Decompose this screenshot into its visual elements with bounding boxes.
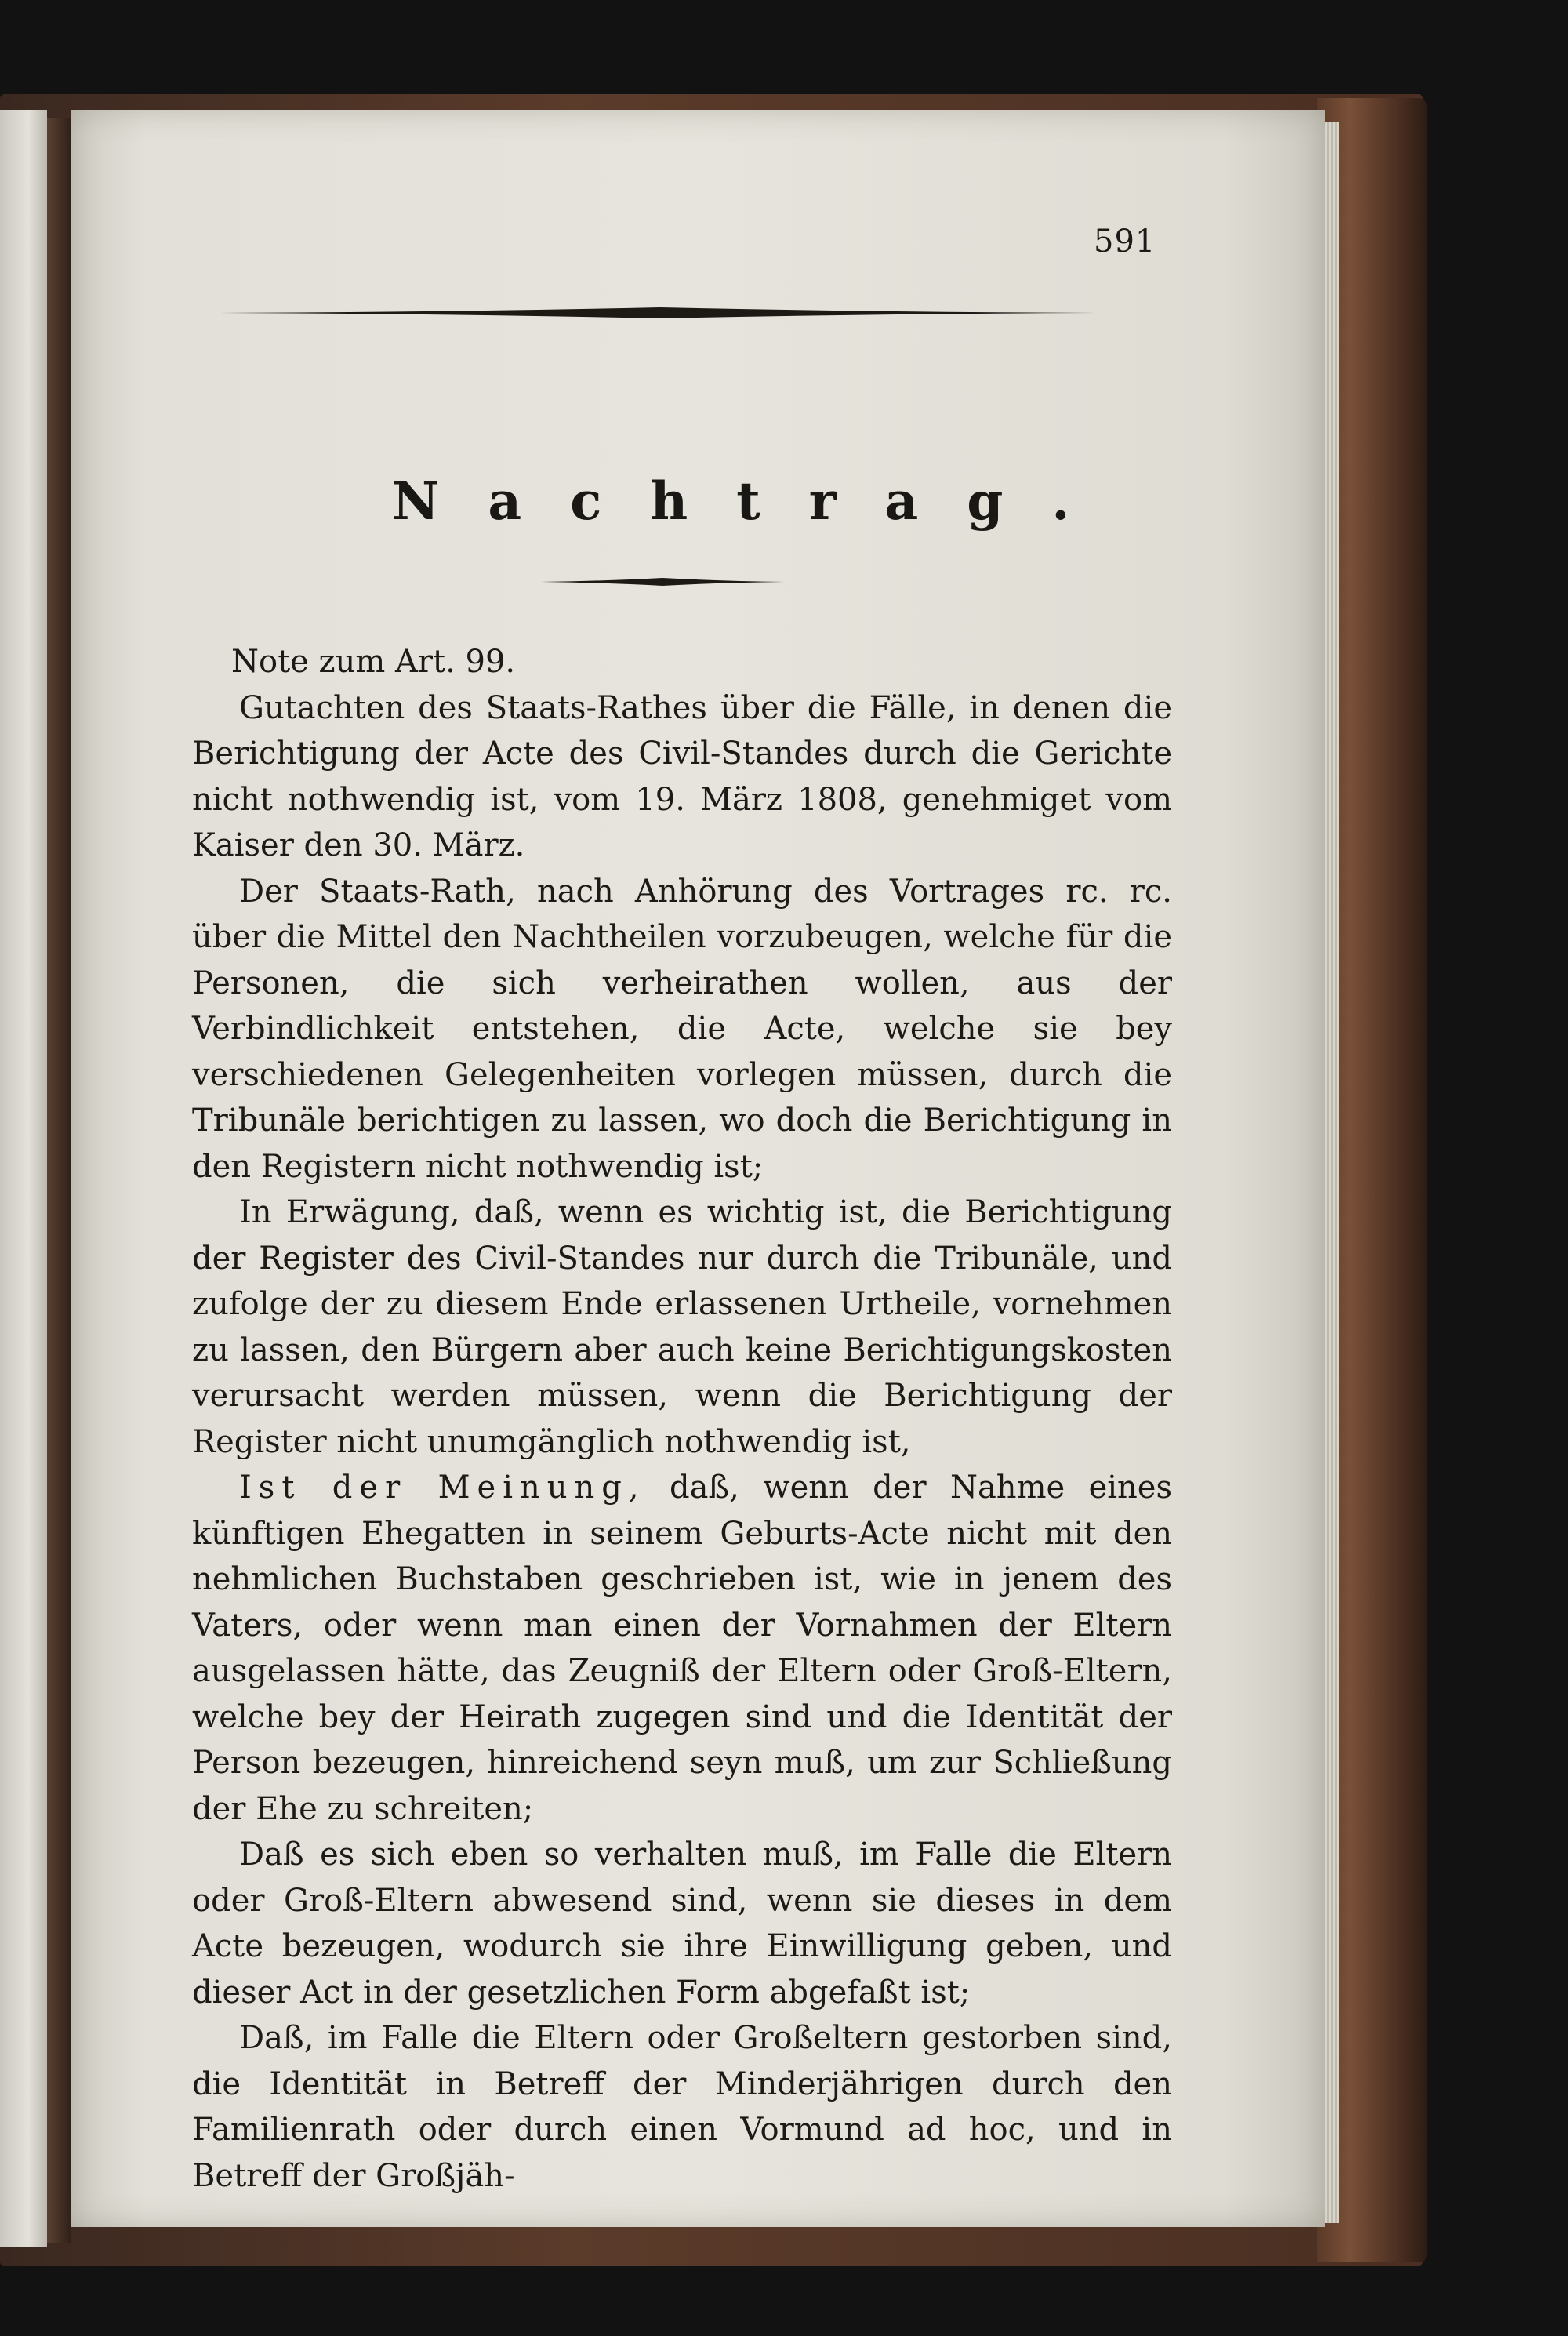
paragraph-abwesend: Daß es sich eben so verhalten muß, im Falle die Eltern oder Groß-Eltern abwesend sind, wenn sie dieses in dem Acte bezeugen, wodurch sie ihre Einwilligung geben, und dieser Act in der gesetzlichen Form abgefaßt ist; — [192, 1836, 1172, 2011]
page-stack-edge — [1325, 122, 1339, 2223]
section-heading: Nachtrag. — [392, 470, 1119, 532]
paragraph-meinung — [192, 1465, 1172, 1832]
heading-underline-rule — [541, 576, 784, 587]
book-gutter — [47, 118, 71, 2243]
meinung-lead: Ist der Meinung, — [239, 1470, 646, 1506]
paragraph-gestorben: Daß, im Falle die Eltern oder Großeltern gestorben sind, die Identität in Betreff der Minderjährigen durch den Familienrath oder durch einen Vormund ad hoc, und in Betreff der Großjäh- — [192, 2020, 1172, 2194]
page-body — [192, 639, 1172, 2199]
paragraph-erwaegung: In Erwägung, daß, wenn es wichtig ist, die Berichtigung der Register des Civil-Standes nur durch die Tribunäle, und zufolge der zu diesem Ende erlassenen Urtheile, vornehmen zu lassen, den Bürgern aber auch keine Berichtigungskosten verursacht werden müssen, wenn die Berichtigung der Register nicht unumgänglich nothwendig ist, — [192, 1194, 1172, 1460]
page-number: 591 — [1094, 223, 1156, 260]
top-ornamental-rule — [220, 306, 1102, 320]
note-heading: Note zum Art. 99. — [231, 644, 516, 680]
meinung-text: daß, wenn der Nahme eines künftigen Ehegatten in seinem Geburts-Acte nicht mit den nehmlichen Buchstaben geschrieben ist, wie in jenem des Vaters, oder wenn man einen der Vornahmen der Eltern ausgelassen hätte, das Zeugniß der Eltern oder Groß-Eltern, welche bey der Heirath zugegen sind und die Identität der Person bezeugen, hinreichend seyn muß, um zur Schließung der Ehe zu schreiten; — [192, 1470, 1172, 1827]
facing-page-edge — [0, 110, 47, 2247]
paragraph-opinion-title: Gutachten des Staats-Rathes über die Fälle, in denen die Berichtigung der Acte des Civil-Standes durch die Gerichte nicht nothwendig ist, vom 19. März 1808, genehmiget vom Kaiser den 30. März. — [192, 689, 1172, 863]
paragraph-staats-rath: Der Staats-Rath, nach Anhörung des Vortrages rc. rc. über die Mittel den Nachtheilen vorzubeugen, welche für die Personen, die sich verheirathen wollen, aus der Verbindlichkeit entstehen, die Acte, welche sie bey verschiedenen Gelegenheiten vorlegen müssen, durch die Tribunäle berichtigen zu lassen, wo doch die Berichtigung in den Registern nicht nothwendig ist; — [192, 873, 1172, 1185]
